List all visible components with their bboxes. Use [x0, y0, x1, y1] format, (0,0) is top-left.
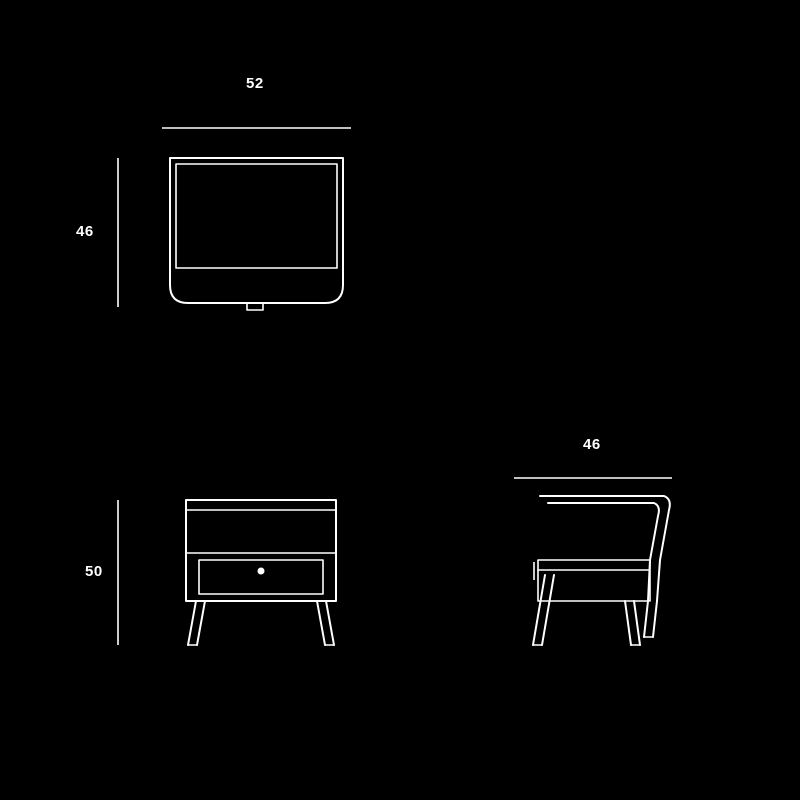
side-view-cabinet-body [538, 560, 650, 601]
elevation-leg-left-inner [197, 601, 205, 645]
front-view-body-outline [170, 158, 343, 303]
elevation-drawer-knob [258, 568, 265, 575]
side-view-leg-rear-inner [644, 601, 648, 637]
front-height-dimension-label: 46 [76, 223, 94, 240]
elevation-cabinet-box [186, 500, 336, 601]
side-view-inner-back-curve [548, 503, 659, 601]
elevation-leg-right-inner [317, 601, 325, 645]
front-view-handle-notch [247, 303, 263, 310]
elevation-height-dimension-label: 50 [85, 563, 103, 580]
elevation-drawer-front [199, 560, 323, 594]
elevation-leg-right-outer [326, 601, 334, 645]
elevation-leg-left-outer [188, 601, 196, 645]
side-view-leg-mid-outer [634, 601, 640, 645]
side-view-leg-rear-outer [653, 601, 657, 637]
front-width-dimension-label: 52 [246, 75, 264, 92]
side-depth-dimension-label: 46 [583, 436, 601, 453]
side-view-leg-mid-inner [625, 601, 631, 645]
front-view-inner-panel [176, 164, 337, 268]
